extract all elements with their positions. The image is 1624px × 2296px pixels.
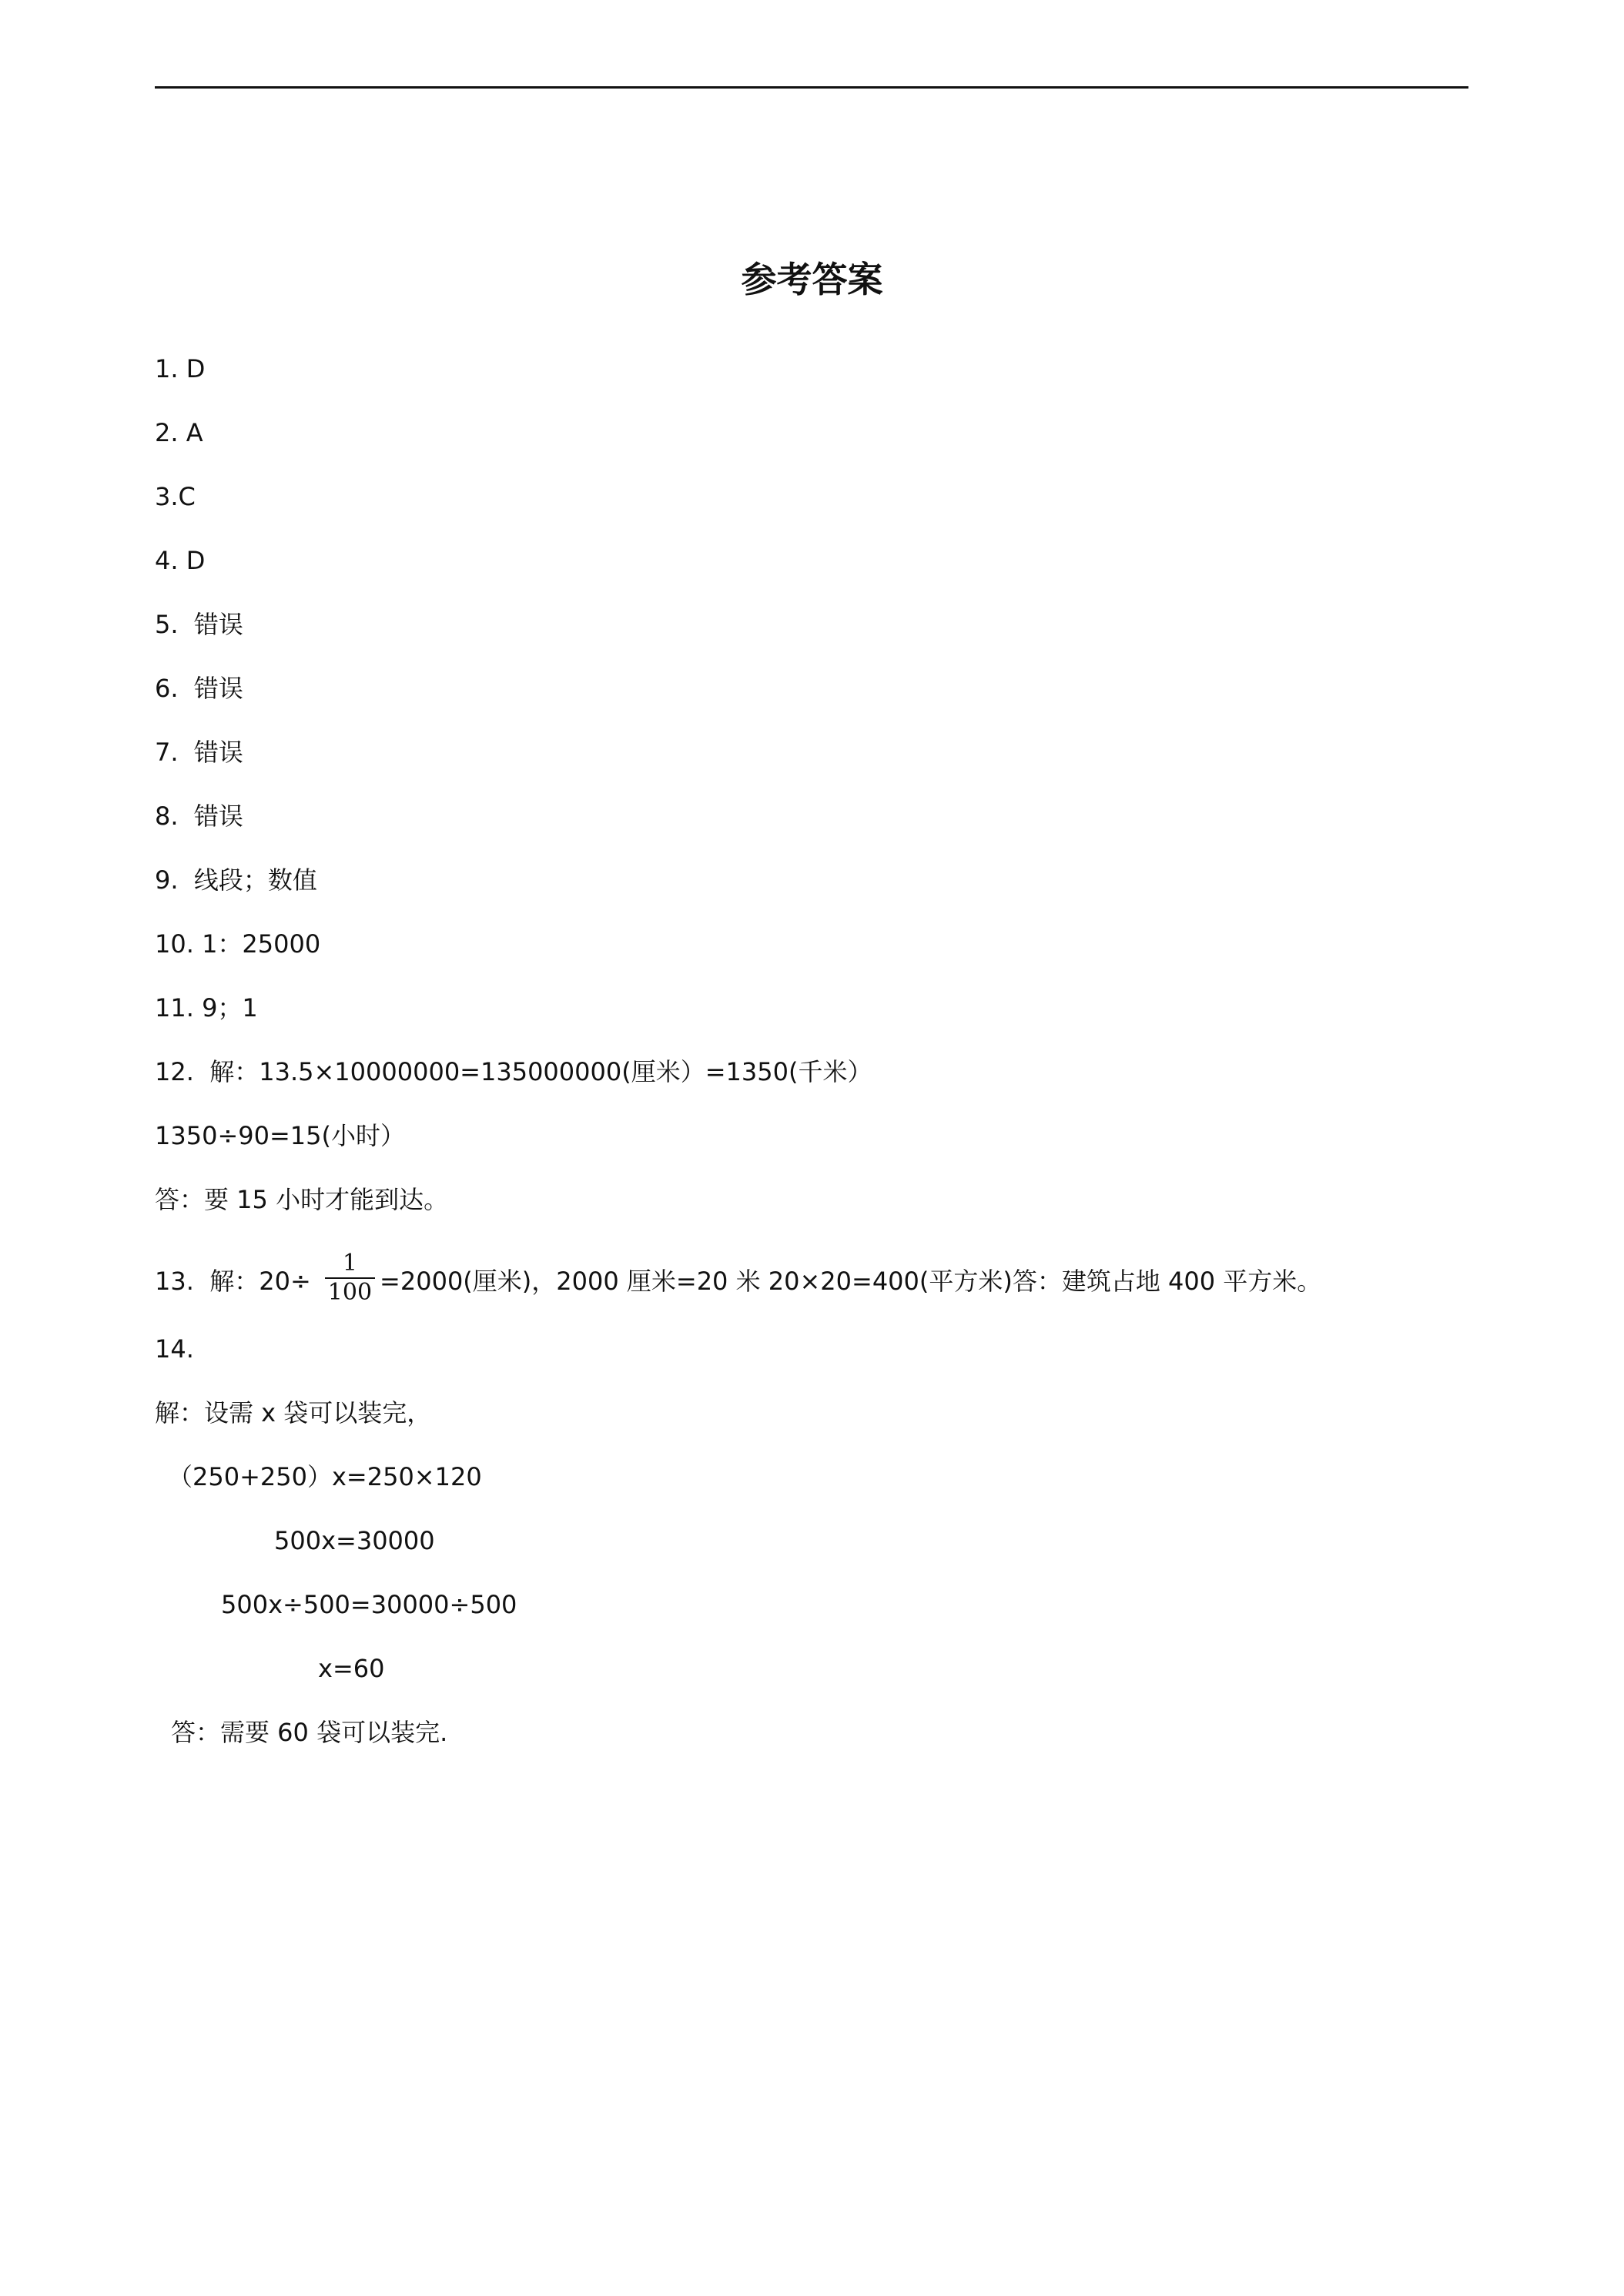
answer-14-line-2: （250+250）x=250×120: [168, 1462, 482, 1491]
answer-12-line-1: 12. 解：13.5×10000000=135000000(厘米）=1350(千米）: [155, 1057, 872, 1086]
answer-14-line-5: x=60: [318, 1654, 385, 1683]
answer-14-line-3: 500x=30000: [274, 1526, 435, 1555]
page-title: 参考答案: [741, 259, 883, 300]
answer-12-line-3: 答：要 15 小时才能到达。: [155, 1185, 449, 1214]
answer-11: 11. 9；1: [155, 993, 258, 1022]
answer-10: 10. 1：25000: [155, 929, 321, 959]
answer-9: 9. 线段；数值: [155, 865, 317, 895]
answer-8: 8. 错误: [155, 802, 243, 831]
answer-7: 7. 错误: [155, 738, 243, 767]
answer-2: 2. A: [155, 418, 203, 447]
answer-13-prefix: 13. 解：20÷: [155, 1267, 311, 1296]
answer-14-line-1: 解：设需 x 袋可以装完，: [155, 1398, 432, 1427]
answer-6: 6. 错误: [155, 674, 243, 703]
answer-4: 4. D: [155, 546, 206, 575]
answer-13: [155, 1250, 1322, 1310]
fraction-denominator: 100: [327, 1279, 373, 1306]
fraction-one-hundredth: [325, 1250, 375, 1306]
answer-14-number: 14.: [155, 1334, 194, 1364]
header-rule: [155, 86, 1468, 89]
answer-13-suffix: =2000(厘米)，2000 厘米=20 米 20×20=400(平方米)答：建筑占地 400 平方米。: [380, 1267, 1322, 1296]
answer-12-line-2: 1350÷90=15(小时）: [155, 1121, 405, 1150]
answer-1: 1. D: [155, 354, 206, 383]
answer-14-line-4: 500x÷500=30000÷500: [221, 1590, 517, 1619]
answer-5: 5. 错误: [155, 610, 243, 639]
answer-14-line-6: 答：需要 60 袋可以装完.: [171, 1718, 448, 1747]
answer-3: 3.C: [155, 482, 196, 511]
fraction-numerator: 1: [342, 1250, 357, 1277]
